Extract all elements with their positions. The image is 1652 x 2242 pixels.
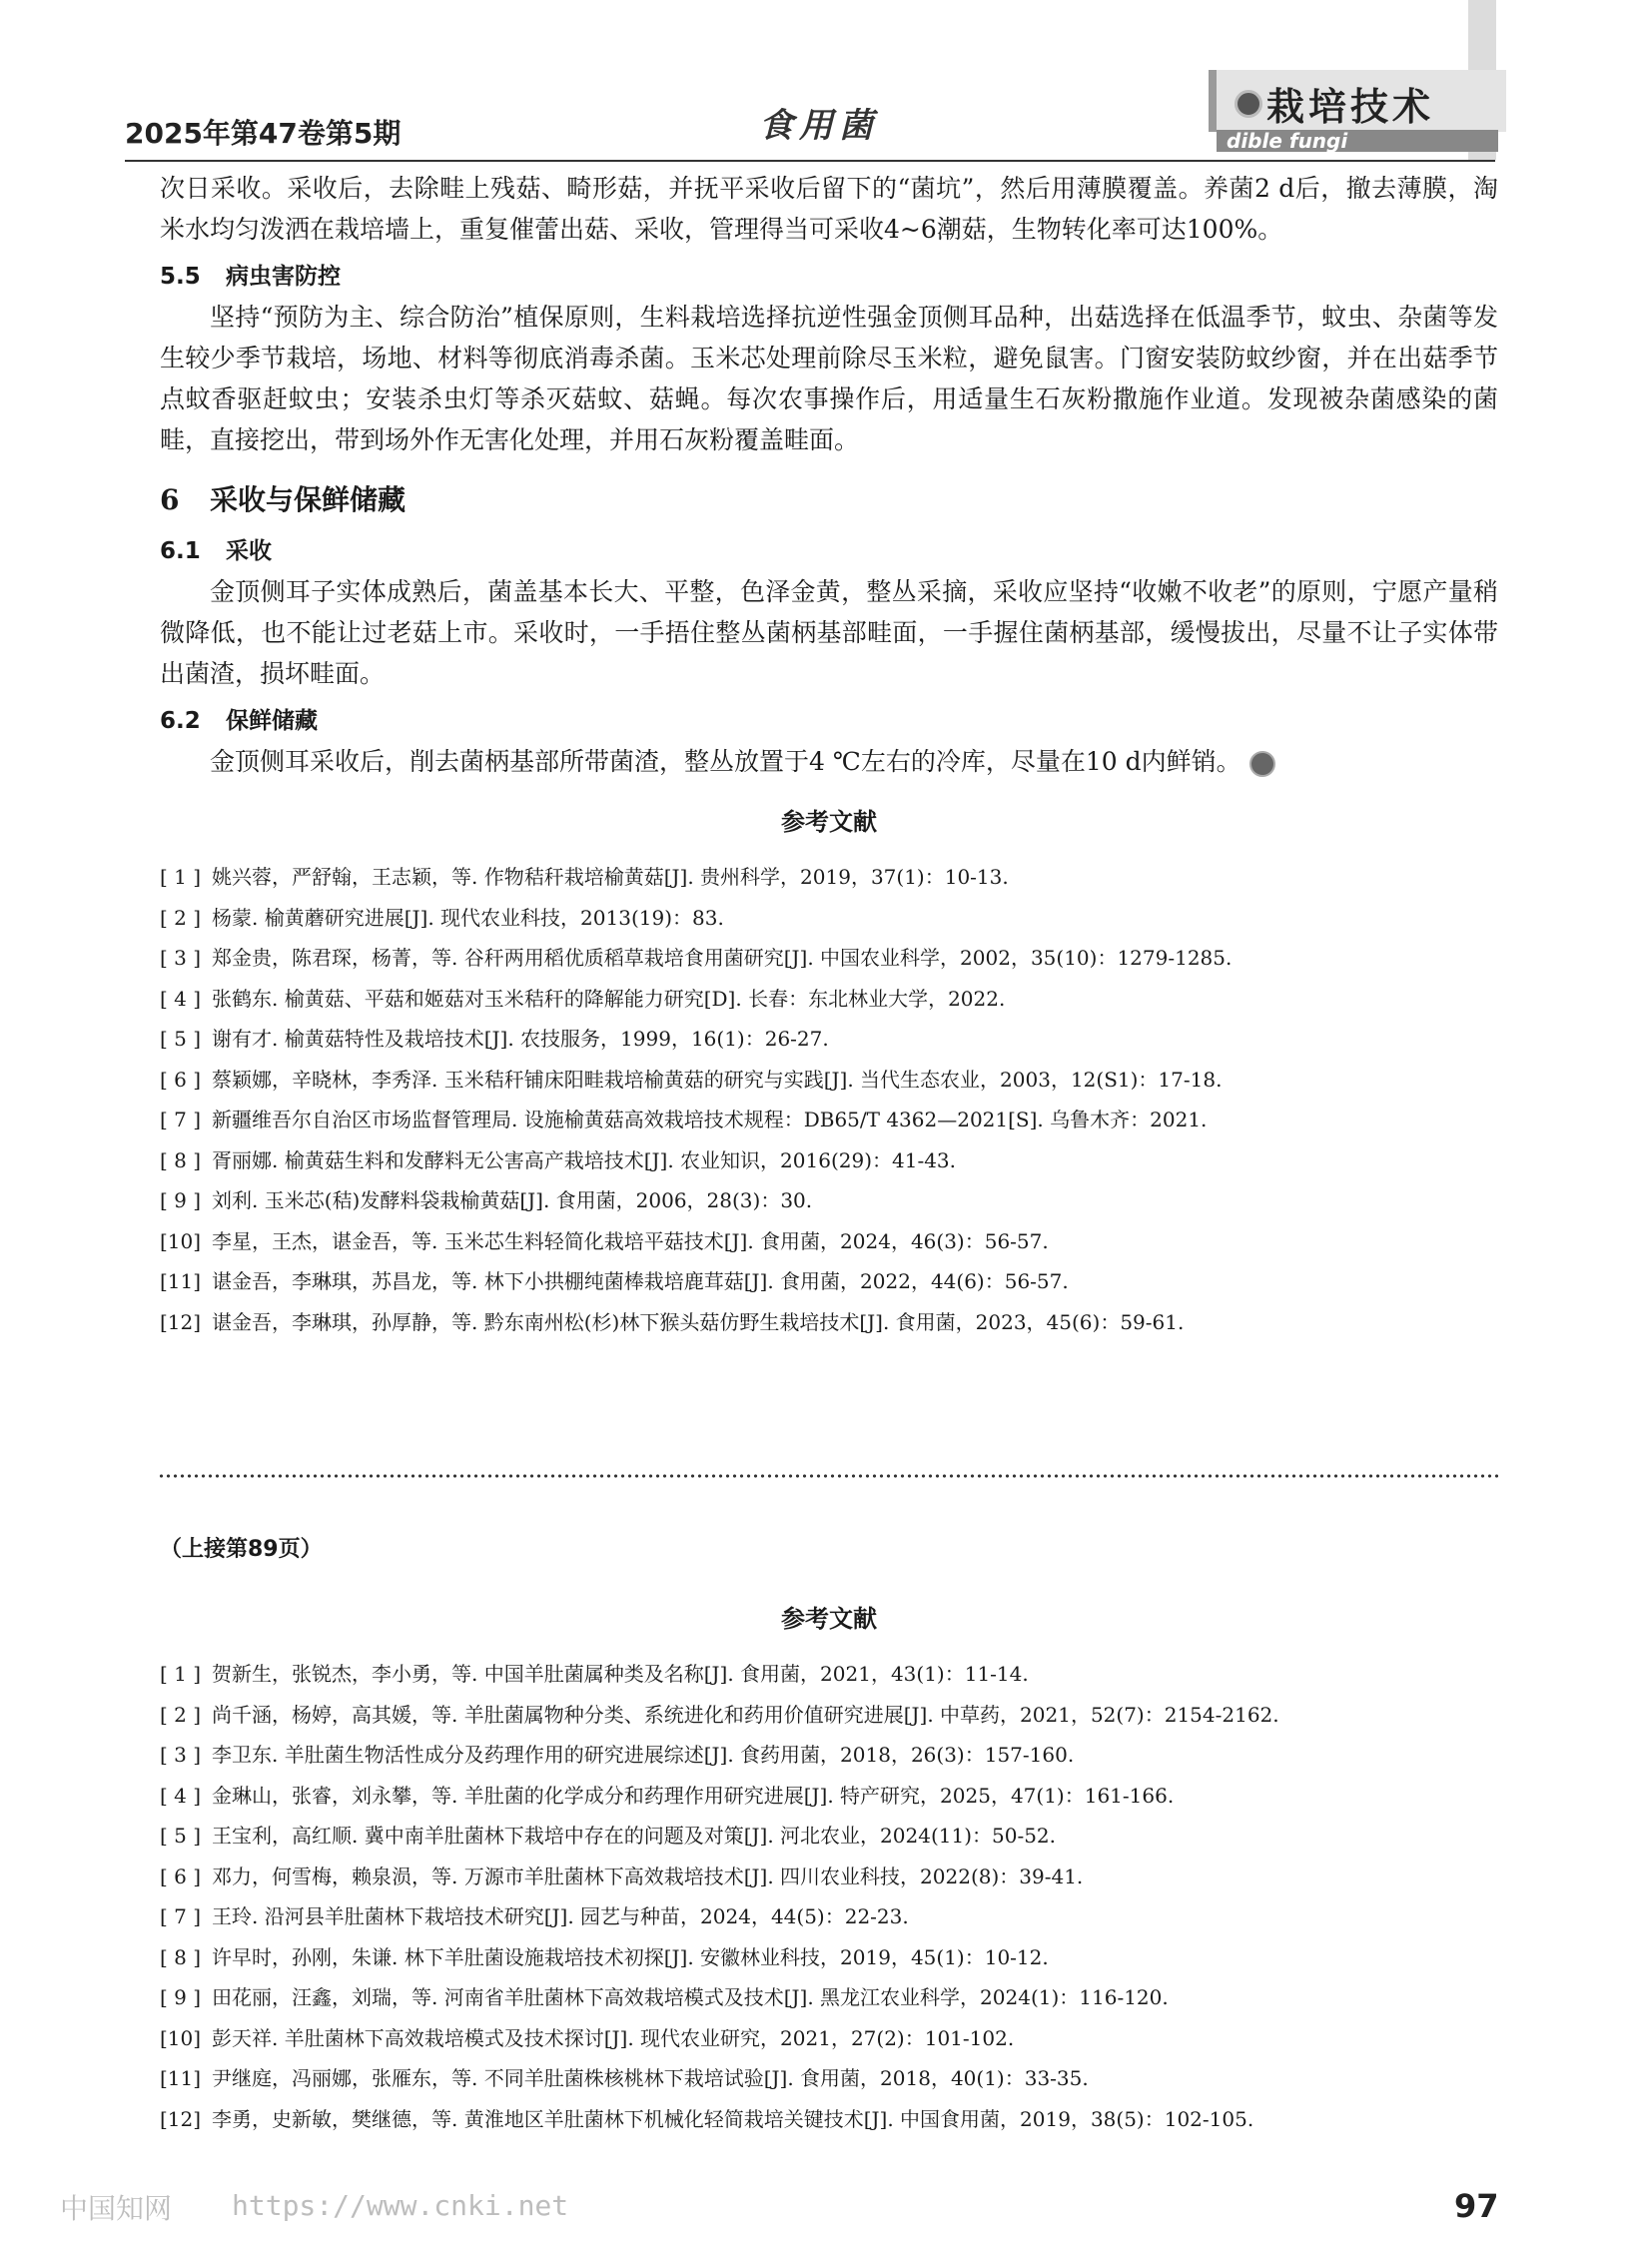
reference-index: [ 6 ] [160,1864,202,1888]
reference-text: 王宝利，高红顺. 冀中南羊肚菌林下栽培中存在的问题及对策[J]. 河北农业，2024(11)：50-52. [212,1824,1057,1848]
reference-text: 谌金吾，李琳琪，苏昌龙，等. 林下小拱棚纯菌棒栽培鹿茸菇[J]. 食用菌，2022，44(6)：56-57. [212,1269,1069,1293]
reference-index: [ 1 ] [160,865,202,889]
heading-5-5 [160,258,1498,291]
reference-index: [ 4 ] [160,986,202,1011]
reference-item [160,1937,1498,1978]
reference-item [160,1977,1498,2018]
reference-text: 谌金吾，李琳琪，孙厚静，等. 黔东南州松(杉)林下猴头菇仿野生栽培技术[J]. 食用菌，2023，45(6)：59-61. [212,1309,1185,1334]
reference-index: [ 2 ] [160,905,202,930]
section-title: 栽培技术 [1266,84,1435,129]
reference-index: [11] [160,1269,202,1293]
reference-index: [ 7 ] [160,1904,202,1928]
section-tab [1209,70,1498,153]
reference-text: 张鹤东. 榆黄菇、平菇和姬菇对玉米秸秆的降解能力研究[D]. 长春：东北林业大学，2022. [212,986,1006,1011]
reference-index: [12] [160,2106,202,2131]
issue-label: 2025年第47卷第5期 [125,117,402,150]
reference-text: 许早时，孙刚，朱谦. 林下羊肚菌设施栽培技术初探[J]. 安徽林业科技，2019，45(1)：10-12. [212,1944,1049,1969]
continued-block [160,1532,1498,2139]
end-mark-icon [1249,751,1275,777]
reference-text: 新疆维吾尔自治区市场监督管理局. 设施榆黄菇高效栽培技术规程：DB65/T 4362—2021[S]. 乌鲁木齐：2021. [212,1108,1208,1131]
section-subtitle: dible fungi [1217,130,1498,152]
journal-logo: 食用菌 [759,106,879,146]
reference-text: 李卫东. 羊肚菌生物活性成分及药理作用的研究进展综述[J]. 食药用菌，2018，26(3)：157-160. [212,1743,1075,1767]
reference-text: 尚千涵，杨婷，高其媛，等. 羊肚菌属物种分类、系统进化和药用价值研究进展[J]. 中草药，2021，52(7)：2154-2162. [212,1702,1279,1727]
heading-number: 5.5 [160,264,201,290]
reference-index: [ 8 ] [160,1147,202,1172]
reference-item [160,1695,1498,1736]
reference-index: [ 5 ] [160,1824,202,1848]
reference-item [160,1735,1498,1776]
reference-index: [ 2 ] [160,1702,202,1727]
reference-text: 姚兴蓉，严舒翰，王志颖，等. 作物秸秆栽培榆黄菇[J]. 贵州科学，2019，37(1)：10-13. [212,865,1009,889]
reference-text: 金琳山，张睿，刘永攀，等. 羊肚菌的化学成分和药理作用研究进展[J]. 特产研究，2025，47(1)：161-166. [212,1783,1175,1808]
reference-index: [ 3 ] [160,1743,202,1767]
reference-index: [12] [160,1309,202,1334]
reference-item [160,1816,1498,1857]
heading-text: 采收与保鲜储藏 [210,483,407,516]
reference-text: 刘利. 玉米芯(秸)发酵料袋栽榆黄菇[J]. 食用菌，2006，28(3)：30. [212,1188,813,1212]
reference-index: [ 4 ] [160,1783,202,1808]
reference-index: [ 8 ] [160,1944,202,1969]
reference-item [160,1261,1498,1302]
references-title: 参考文献 [781,808,877,836]
reference-item [160,857,1498,898]
reference-text: 贺新生，张锐杰，李小勇，等. 中国羊肚菌属种类及名称[J]. 食用菌，2021，43(1)：11-14. [212,1662,1029,1686]
reference-item [160,1302,1498,1343]
reference-text: 谢有才. 榆黄菇特性及栽培技术[J]. 农技服务，1999，16(1)：26-27. [212,1027,829,1051]
reference-item [160,1221,1498,1262]
reference-item [160,1140,1498,1181]
heading-6-2 [160,702,1498,735]
reference-text: 杨蒙. 榆黄蘑研究进展[J]. 现代农业科技，2013(19)：83. [212,905,724,930]
references-title: 参考文献 [781,1605,877,1633]
reference-text: 李星，王杰，谌金吾，等. 玉米芯生料轻简化栽培平菇技术[J]. 食用菌，2024，46(3)：56-57. [212,1228,1049,1253]
reference-item [160,1019,1498,1060]
reference-index: [11] [160,2066,202,2090]
reference-text: 郑金贵，陈君琛，杨菁，等. 谷秆两用稻优质稻草栽培食用菌研究[J]. 中国农业科学，2002，35(10)：1279-1285. [212,946,1233,970]
page-header [0,0,1652,160]
reference-text: 田花丽，汪鑫，刘瑞，等. 河南省羊肚菌林下高效栽培模式及技术[J]. 黑龙江农业科学，2024(1)：116-120. [212,1985,1169,2009]
reference-index: [ 5 ] [160,1027,202,1051]
reference-text: 胥丽娜. 榆黄菇生料和发酵料无公害高产栽培技术[J]. 农业知识，2016(29)：41-43. [212,1147,957,1172]
reference-item [160,1776,1498,1817]
reference-item [160,898,1498,939]
reference-item [160,1857,1498,1897]
reference-text: 李勇，史新敏，樊继德，等. 黄淮地区羊肚菌林下机械化轻简栽培关键技术[J]. 中国食用菌，2019，38(5)：102-105. [212,2106,1254,2131]
reference-item [160,938,1498,979]
page-footer [0,2187,1652,2227]
reference-item [160,979,1498,1020]
cnki-url: https://www.cnki.net [232,2189,569,2222]
reference-item [160,1100,1498,1140]
reference-item [160,2099,1498,2140]
heading-number: 6 [160,483,180,516]
reference-text: 邓力，何雪梅，赖泉涢，等. 万源市羊肚菌林下高效栽培技术[J]. 四川农业科技，2022(8)：39-41. [212,1864,1084,1888]
header-rule [125,160,1495,162]
reference-item [160,1180,1498,1221]
reference-item [160,2018,1498,2059]
continued-label: （上接第89页） [160,1537,323,1562]
reference-index: [10] [160,1228,202,1253]
section-divider [158,1471,1498,1481]
reference-index: [ 1 ] [160,1662,202,1686]
reference-index: [ 9 ] [160,1985,202,2009]
mushroom-icon [1235,90,1262,118]
reference-item [160,2058,1498,2099]
cnki-watermark: 中国知网 [60,2192,173,2225]
reference-index: [ 3 ] [160,946,202,970]
heading-number: 6.2 [160,708,201,734]
paragraph-harvest: 金顶侧耳子实体成熟后，菌盖基本长大、平整，色泽金黄，整丛采摘，采收应坚持“收嫩不收老”的原则，宁愿产量稍微降低，也不能让过老菇上市。采收时，一手捂住整丛菌柄基部畦面，一手握住菌柄基部，缓慢拔出，尽量不让子实体带出菌渣，损坏畦面。 [160,577,1498,688]
reference-text: 蔡颖娜，辛晓林，李秀泽. 玉米秸秆铺床阳畦栽培榆黄菇的研究与实践[J]. 当代生态农业，2003，12(S1)：17-18. [212,1067,1223,1092]
reference-index: [ 9 ] [160,1188,202,1212]
paragraph-pest-control: 坚持“预防为主、综合防治”植保原则，生料栽培选择抗逆性强金顶侧耳品种，出菇选择在低温季节，蚊虫、杂菌等发生较少季节栽培，场地、材料等彻底消毒杀菌。玉米芯处理前除尽玉米粒，避免鼠害。门窗安装防蚊纱窗，并在出菇季节点蚊香驱赶蚊虫；安装杀虫灯等杀灭菇蚊、菇蝇。每次农事操作后，用适量生石灰粉撒施作业道。发现被杂菌感染的菌畦，直接挖出，带到场外作无害化处理，并用石灰粉覆盖畦面。 [160,303,1498,454]
heading-number: 6.1 [160,538,201,564]
reference-list [160,1654,1498,2139]
reference-item [160,1060,1498,1101]
heading-text: 病虫害防控 [226,264,341,290]
heading-text: 保鲜储藏 [226,708,318,734]
reference-text: 尹继庭，冯丽娜，张雁东，等. 不同羊肚菌株核桃林下栽培试验[J]. 食用菌，2018，40(1)：33-35. [212,2066,1089,2090]
page-number: 97 [1454,2187,1499,2225]
reference-item [160,1654,1498,1695]
reference-list [160,857,1498,1342]
storage-text: 金顶侧耳采收后，削去菌柄基部所带菌渣，整丛放置于4 ℃左右的冷库，尽量在10 d内鲜销。 [210,747,1241,776]
reference-text: 王玲. 沿河县羊肚菌林下栽培技术研究[J]. 园艺与种苗，2024，44(5)：22-23. [212,1904,909,1928]
article-body [160,168,1498,1342]
paragraph-storage [160,741,1498,782]
reference-index: [10] [160,2025,202,2050]
reference-text: 彭天祥. 羊肚菌林下高效栽培模式及技术探讨[J]. 现代农业研究，2021，27(2)：101-102. [212,2025,1015,2050]
heading-6-1 [160,532,1498,565]
heading-text: 采收 [226,538,272,564]
paragraph-top: 次日采收。采收后，去除畦上残菇、畸形菇，并抚平采收后留下的“菌坑”，然后用薄膜覆盖。养菌2 d后，撤去薄膜，淘米水均匀泼洒在栽培墙上，重复催蕾出菇、采收，管理得当可采收4~6潮菇，生物转化率可达100%。 [160,174,1498,244]
reference-index: [ 7 ] [160,1108,202,1131]
reference-item [160,1896,1498,1937]
heading-6 [160,478,1498,518]
reference-index: [ 6 ] [160,1067,202,1092]
